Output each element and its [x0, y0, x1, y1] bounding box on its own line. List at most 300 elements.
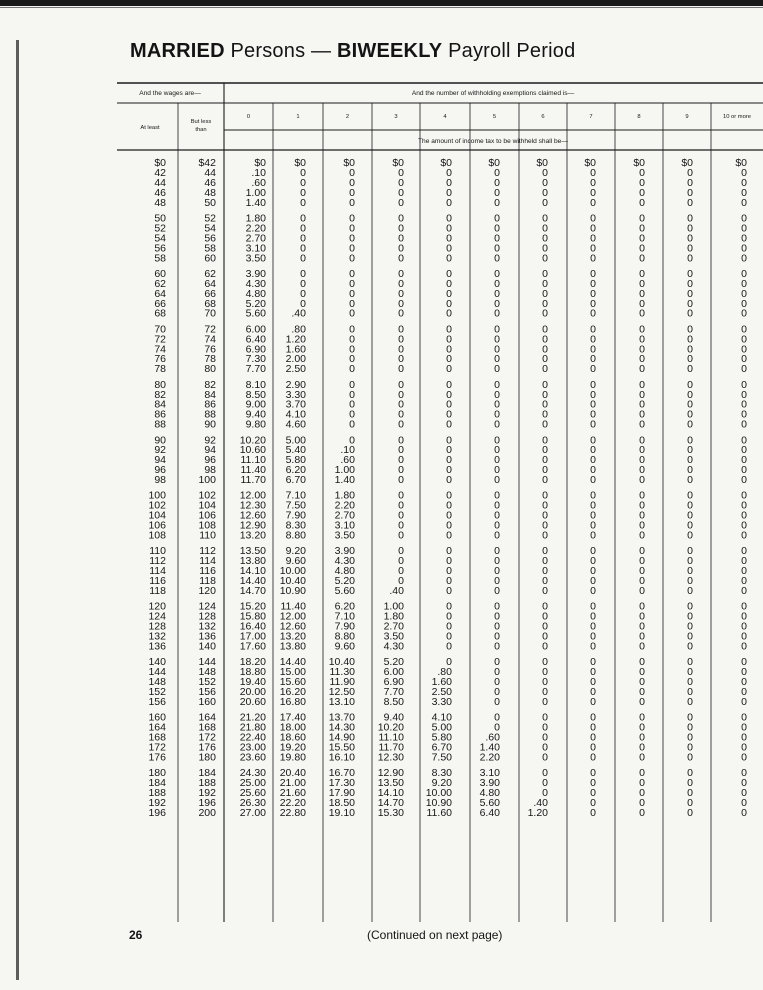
tax-cell: 11.30: [329, 666, 355, 678]
tax-cell: 0: [300, 212, 306, 225]
tax-cell: $0: [343, 157, 355, 169]
tax-cell: 3.30: [431, 695, 452, 708]
tax-cell: 6.00: [383, 666, 404, 678]
tax-cell: 4.30: [334, 555, 355, 568]
tax-cell: 4.80: [479, 786, 500, 799]
tax-cell: 0: [494, 474, 500, 487]
tax-cell: 0: [542, 408, 548, 421]
tax-cell: 0: [741, 741, 747, 754]
tax-cell: $0: [440, 157, 452, 169]
tax-cell: 13.80: [279, 640, 306, 653]
exemption-count-header: 8: [637, 114, 641, 120]
tax-cell: 17.60: [239, 640, 266, 653]
tax-cell: 0: [639, 600, 645, 613]
tax-cell: 0: [687, 464, 693, 477]
tax-cell: $0: [633, 157, 645, 169]
tax-cell: 0: [741, 529, 747, 542]
tax-cell: .80: [437, 666, 452, 678]
but-less-cell: 128: [198, 610, 216, 623]
tax-cell: 0: [590, 509, 596, 522]
tax-cell: 0: [741, 620, 747, 633]
tax-cell: 3.10: [245, 242, 266, 255]
tax-cell: 0: [446, 610, 452, 623]
tax-cell: 0: [494, 555, 500, 568]
tax-cell: 0: [349, 232, 355, 245]
tax-cell: 0: [741, 766, 747, 779]
tax-cell: 10.20: [239, 434, 266, 447]
tax-cell: 0: [639, 277, 645, 290]
tax-cell: 14.40: [239, 575, 266, 587]
but-less-cell: 88: [204, 408, 216, 421]
tax-cell: 0: [542, 297, 548, 310]
tax-cell: 0: [542, 640, 548, 653]
tax-cell: 0: [349, 277, 355, 290]
tax-cell: .10: [251, 166, 266, 179]
tax-cell: 6.20: [334, 600, 355, 613]
tax-cell: 0: [741, 343, 747, 356]
tax-cell: 2.70: [383, 620, 404, 633]
at-least-cell: 48: [154, 196, 166, 209]
tax-cell: 0: [639, 434, 645, 447]
tax-cell: 3.10: [479, 766, 500, 779]
tax-cell: 0: [398, 323, 404, 336]
but-less-cell: 118: [199, 575, 216, 587]
tax-cell: 0: [590, 388, 596, 401]
tax-cell: 0: [349, 242, 355, 255]
tax-cell: 0: [741, 222, 747, 235]
but-less-cell: 70: [204, 307, 216, 320]
but-less-cell: 196: [198, 796, 216, 809]
tax-cell: 0: [590, 363, 596, 376]
tax-cell: 0: [542, 353, 548, 366]
tax-cell: 0: [741, 499, 747, 512]
tax-cell: 0: [494, 323, 500, 336]
tax-cell: 0: [542, 499, 548, 512]
tax-cell: 0: [542, 307, 548, 320]
tax-cell: 0: [590, 620, 596, 633]
tax-cell: 0: [687, 695, 693, 708]
tax-cell: 0: [349, 353, 355, 366]
tax-cell: 0: [494, 408, 500, 421]
tax-cell: 23.60: [239, 751, 266, 764]
tax-cell: 11.10: [240, 454, 266, 467]
tax-cell: 0: [741, 545, 747, 558]
tax-cell: 14.10: [239, 565, 266, 578]
tax-cell: 0: [687, 166, 693, 179]
at-least-cell: 64: [154, 287, 166, 300]
tax-cell: 18.20: [239, 656, 266, 669]
tax-cell: 5.40: [285, 444, 306, 457]
tax-cell: 0: [741, 454, 747, 467]
tax-cell: 0: [687, 454, 693, 467]
tax-cell: 0: [494, 499, 500, 512]
tax-cell: 0: [741, 297, 747, 310]
but-less-cell: 90: [204, 418, 216, 431]
tax-cell: 0: [590, 776, 596, 789]
tax-cell: .60: [485, 731, 500, 744]
tax-cell: 0: [741, 786, 747, 799]
tax-cell: 0: [494, 545, 500, 558]
tax-cell: 0: [398, 474, 404, 487]
tax-cell: 0: [349, 418, 355, 431]
tax-cell: 13.20: [239, 529, 266, 542]
tax-cell: 0: [494, 584, 500, 597]
exemption-count-header: 7: [589, 114, 593, 120]
tax-cell: 0: [590, 297, 596, 310]
tax-cell: 0: [741, 776, 747, 789]
tax-cell: 0: [687, 584, 693, 597]
tax-cell: 0: [349, 222, 355, 235]
tax-cell: 0: [494, 418, 500, 431]
tax-cell: 0: [687, 630, 693, 643]
tax-cell: 1.80: [245, 212, 266, 225]
tax-cell: 0: [741, 464, 747, 477]
tax-cell: 0: [542, 685, 548, 698]
tax-cell: 0: [639, 806, 645, 819]
tax-cell: 0: [542, 600, 548, 613]
tax-cell: 0: [398, 353, 404, 366]
tax-cell: 0: [741, 600, 747, 613]
tax-cell: 0: [446, 267, 452, 280]
tax-cell: 0: [446, 575, 452, 587]
tax-cell: 12.50: [328, 685, 355, 698]
at-least-cell: 144: [148, 666, 166, 678]
tax-cell: 12.30: [239, 499, 266, 512]
tax-cell: 11.70: [378, 741, 404, 754]
tax-cell: 12.00: [279, 610, 306, 623]
tax-cell: 2.90: [285, 378, 306, 391]
tax-cell: 0: [590, 196, 596, 209]
tax-cell: .40: [291, 307, 306, 320]
at-least-cell: 112: [149, 555, 166, 568]
tax-cell: 16.40: [239, 620, 266, 633]
tax-cell: 0: [590, 695, 596, 708]
tax-cell: 0: [300, 287, 306, 300]
tax-cell: 4.30: [383, 640, 404, 653]
tax-cell: 0: [494, 666, 500, 678]
tax-cell: 0: [687, 489, 693, 502]
exemption-count-header: 3: [394, 114, 398, 120]
tax-cell: 11.10: [378, 731, 404, 744]
tax-cell: 0: [741, 232, 747, 245]
tax-cell: 0: [741, 186, 747, 199]
tax-cell: 0: [590, 464, 596, 477]
tax-cell: 0: [542, 519, 548, 532]
exemption-count-header: 6: [541, 114, 545, 120]
tax-cell: 0: [639, 252, 645, 265]
but-less-cell: 172: [198, 731, 216, 744]
tax-cell: 1.00: [245, 186, 266, 199]
tax-cell: 0: [494, 277, 500, 290]
tax-cell: 0: [590, 287, 596, 300]
but-less-cell: 76: [204, 343, 216, 356]
tax-cell: 0: [741, 731, 747, 744]
tax-cell: 18.80: [239, 666, 266, 678]
tax-cell: 0: [639, 408, 645, 421]
tax-cell: 5.20: [334, 575, 355, 587]
at-least-cell: 114: [149, 565, 166, 578]
tax-cell: 18.60: [279, 731, 306, 744]
tax-cell: 21.80: [239, 721, 266, 734]
tax-cell: 0: [300, 277, 306, 290]
tax-cell: 15.50: [328, 741, 355, 754]
tax-cell: 1.60: [285, 343, 306, 356]
tax-cell: 0: [494, 434, 500, 447]
tax-cell: 0: [639, 464, 645, 477]
at-least-cell: 164: [148, 721, 166, 734]
at-least-cell: 148: [148, 675, 166, 688]
tax-cell: 0: [687, 474, 693, 487]
tax-cell: 0: [398, 222, 404, 235]
tax-cell: 0: [446, 565, 452, 578]
tax-cell: 0: [542, 584, 548, 597]
tax-cell: 0: [590, 434, 596, 447]
tax-cell: 0: [300, 297, 306, 310]
tax-cell: 0: [639, 731, 645, 744]
tax-cell: 20.60: [239, 695, 266, 708]
tax-cell: 0: [398, 499, 404, 512]
tax-cell: 0: [639, 565, 645, 578]
at-least-cell: 82: [154, 388, 166, 401]
tax-cell: 0: [639, 388, 645, 401]
at-least-header: At least: [140, 125, 160, 131]
tax-cell: 0: [639, 323, 645, 336]
tax-cell: 0: [349, 307, 355, 320]
at-least-cell: 102: [148, 499, 166, 512]
tax-cell: 0: [687, 297, 693, 310]
but-less-cell: 86: [204, 398, 216, 411]
tax-cell: 0: [639, 166, 645, 179]
tax-cell: 0: [639, 695, 645, 708]
tax-cell: 14.70: [239, 584, 266, 597]
tax-cell: 8.10: [245, 378, 266, 391]
at-least-cell: 52: [154, 222, 166, 235]
tax-cell: 0: [741, 242, 747, 255]
tax-cell: 0: [687, 741, 693, 754]
tax-cell: 0: [639, 675, 645, 688]
but-less-cell: 58: [204, 242, 216, 255]
tax-cell: 0: [446, 630, 452, 643]
tax-cell: 0: [398, 519, 404, 532]
tax-cell: 0: [446, 353, 452, 366]
tax-cell: 0: [398, 565, 404, 578]
tax-cell: 0: [639, 630, 645, 643]
tax-cell: 0: [300, 186, 306, 199]
tax-cell: 5.80: [285, 454, 306, 467]
tax-cell: 15.20: [239, 600, 266, 613]
tax-cell: 0: [687, 711, 693, 724]
tax-cell: 5.00: [431, 721, 452, 734]
tax-cell: 0: [446, 166, 452, 179]
tax-cell: 1.60: [431, 675, 452, 688]
at-least-cell: 184: [148, 776, 166, 789]
tax-cell: 9.20: [431, 776, 452, 789]
exemption-count-header: 9: [685, 114, 689, 120]
at-least-cell: 100: [148, 489, 166, 502]
but-less-cell: 66: [204, 287, 216, 300]
tax-cell: 0: [542, 575, 548, 587]
tax-cell: 0: [542, 333, 548, 346]
tax-cell: 0: [446, 600, 452, 613]
tax-cell: 0: [639, 721, 645, 734]
tax-cell: 21.60: [279, 786, 306, 799]
tax-cell: 0: [687, 267, 693, 280]
tax-cell: 0: [398, 454, 404, 467]
tax-cell: 0: [687, 444, 693, 457]
tax-cell: 0: [639, 186, 645, 199]
tax-cell: 0: [590, 721, 596, 734]
tax-cell: 0: [687, 333, 693, 346]
at-least-cell: 98: [154, 474, 166, 487]
tax-cell: 6.90: [383, 675, 404, 688]
tax-cell: 0: [741, 565, 747, 578]
tax-cell: 0: [542, 675, 548, 688]
tax-cell: 0: [300, 267, 306, 280]
but-less-cell: 184: [198, 766, 216, 779]
tax-cell: 20.00: [239, 685, 266, 698]
tax-cell: 2.70: [245, 232, 266, 245]
tax-cell: 0: [741, 695, 747, 708]
tax-cell: 14.90: [328, 731, 355, 744]
but-less-header: than: [195, 127, 207, 133]
exemption-count-header: 0: [246, 114, 251, 120]
but-less-cell: 44: [204, 166, 216, 179]
tax-cell: 0: [639, 741, 645, 754]
tax-cell: 0: [639, 529, 645, 542]
tax-cell: 0: [590, 529, 596, 542]
tax-cell: 5.00: [285, 434, 306, 447]
tax-cell: 0: [590, 630, 596, 643]
tax-cell: 0: [590, 711, 596, 724]
tax-cell: 0: [542, 252, 548, 265]
tax-cell: 0: [741, 277, 747, 290]
tax-cell: 3.90: [334, 545, 355, 558]
tax-cell: 0: [741, 666, 747, 678]
at-least-cell: 192: [148, 796, 166, 809]
tax-cell: 0: [542, 378, 548, 391]
tax-cell: 0: [741, 519, 747, 532]
tax-cell: 15.60: [279, 675, 306, 688]
tax-cell: 5.20: [245, 297, 266, 310]
tax-cell: .60: [251, 176, 266, 189]
tax-cell: 0: [741, 267, 747, 280]
tax-cell: 0: [446, 363, 452, 376]
but-less-cell: 112: [199, 545, 216, 558]
tax-cell: 0: [639, 474, 645, 487]
tax-cell: 0: [639, 196, 645, 209]
tax-cell: 0: [398, 196, 404, 209]
but-less-cell: 120: [198, 584, 216, 597]
but-less-cell: 164: [198, 711, 216, 724]
but-less-cell: 74: [204, 333, 216, 346]
tax-cell: 0: [590, 166, 596, 179]
tax-cell: 0: [590, 545, 596, 558]
tax-cell: 25.00: [239, 776, 266, 789]
tax-cell: 6.20: [285, 464, 306, 477]
tax-cell: 0: [398, 176, 404, 189]
tax-cell: 0: [687, 252, 693, 265]
but-less-cell: 188: [198, 776, 216, 789]
tax-cell: 11.90: [329, 675, 355, 688]
but-less-cell: 124: [198, 600, 216, 613]
tax-cell: 1.20: [285, 333, 306, 346]
but-less-cell: 54: [204, 222, 216, 235]
tax-cell: 0: [542, 398, 548, 411]
title-biweekly: BIWEEKLY: [337, 40, 443, 62]
tax-cell: 7.10: [285, 489, 306, 502]
tax-cell: 0: [446, 378, 452, 391]
at-least-cell: 110: [149, 545, 166, 558]
tax-cell: 0: [590, 675, 596, 688]
tax-cell: 0: [446, 584, 452, 597]
tax-cell: 0: [542, 464, 548, 477]
tax-cell: 9.00: [245, 398, 266, 411]
tax-cell: 0: [542, 222, 548, 235]
tax-cell: 0: [446, 176, 452, 189]
tax-cell: 0: [687, 277, 693, 290]
tax-cell: 0: [687, 796, 693, 809]
at-least-cell: 136: [148, 640, 166, 653]
tax-cell: 0: [542, 267, 548, 280]
tax-cell: 0: [542, 731, 548, 744]
tax-cell: 3.30: [285, 388, 306, 401]
tax-cell: 0: [590, 343, 596, 356]
at-least-cell: 76: [154, 353, 166, 366]
tax-cell: 6.90: [245, 343, 266, 356]
tax-cell: $0: [392, 157, 404, 169]
tax-cell: 0: [349, 333, 355, 346]
but-less-header: But less: [190, 119, 212, 125]
tax-cell: 0: [349, 212, 355, 225]
tax-cell: 5.60: [334, 584, 355, 597]
tax-cell: 0: [687, 434, 693, 447]
tax-cell: 0: [398, 575, 404, 587]
tax-cell: 0: [398, 333, 404, 346]
tax-cell: 0: [590, 378, 596, 391]
tax-cell: 0: [542, 711, 548, 724]
tax-cell: 7.50: [431, 751, 452, 764]
tax-cell: 3.50: [383, 630, 404, 643]
tax-cell: 0: [687, 408, 693, 421]
tax-cell: 0: [494, 363, 500, 376]
tax-cell: 6.70: [285, 474, 306, 487]
tax-cell: 3.10: [334, 519, 355, 532]
tax-cell: 0: [741, 584, 747, 597]
tax-cell: 0: [590, 519, 596, 532]
tax-cell: 2.20: [334, 499, 355, 512]
tax-cell: 22.80: [279, 806, 306, 819]
tax-cell: 0: [639, 610, 645, 623]
at-least-cell: 118: [149, 584, 166, 597]
but-less-cell: 110: [199, 529, 216, 542]
tax-cell: 0: [590, 176, 596, 189]
tax-cell: 19.20: [279, 741, 306, 754]
tax-cell: 0: [542, 242, 548, 255]
tax-cell: 0: [542, 434, 548, 447]
but-less-cell: 72: [204, 323, 216, 336]
tax-cell: 0: [349, 343, 355, 356]
tax-cell: 0: [639, 489, 645, 502]
tax-cell: 15.30: [377, 806, 404, 819]
tax-cell: 0: [741, 444, 747, 457]
but-less-cell: 84: [204, 388, 216, 401]
tax-cell: 0: [446, 388, 452, 401]
tax-cell: 0: [446, 287, 452, 300]
tax-cell: 5.80: [431, 731, 452, 744]
tax-cell: 0: [687, 666, 693, 678]
tax-cell: 0: [687, 529, 693, 542]
tax-cell: 15.80: [239, 610, 266, 623]
